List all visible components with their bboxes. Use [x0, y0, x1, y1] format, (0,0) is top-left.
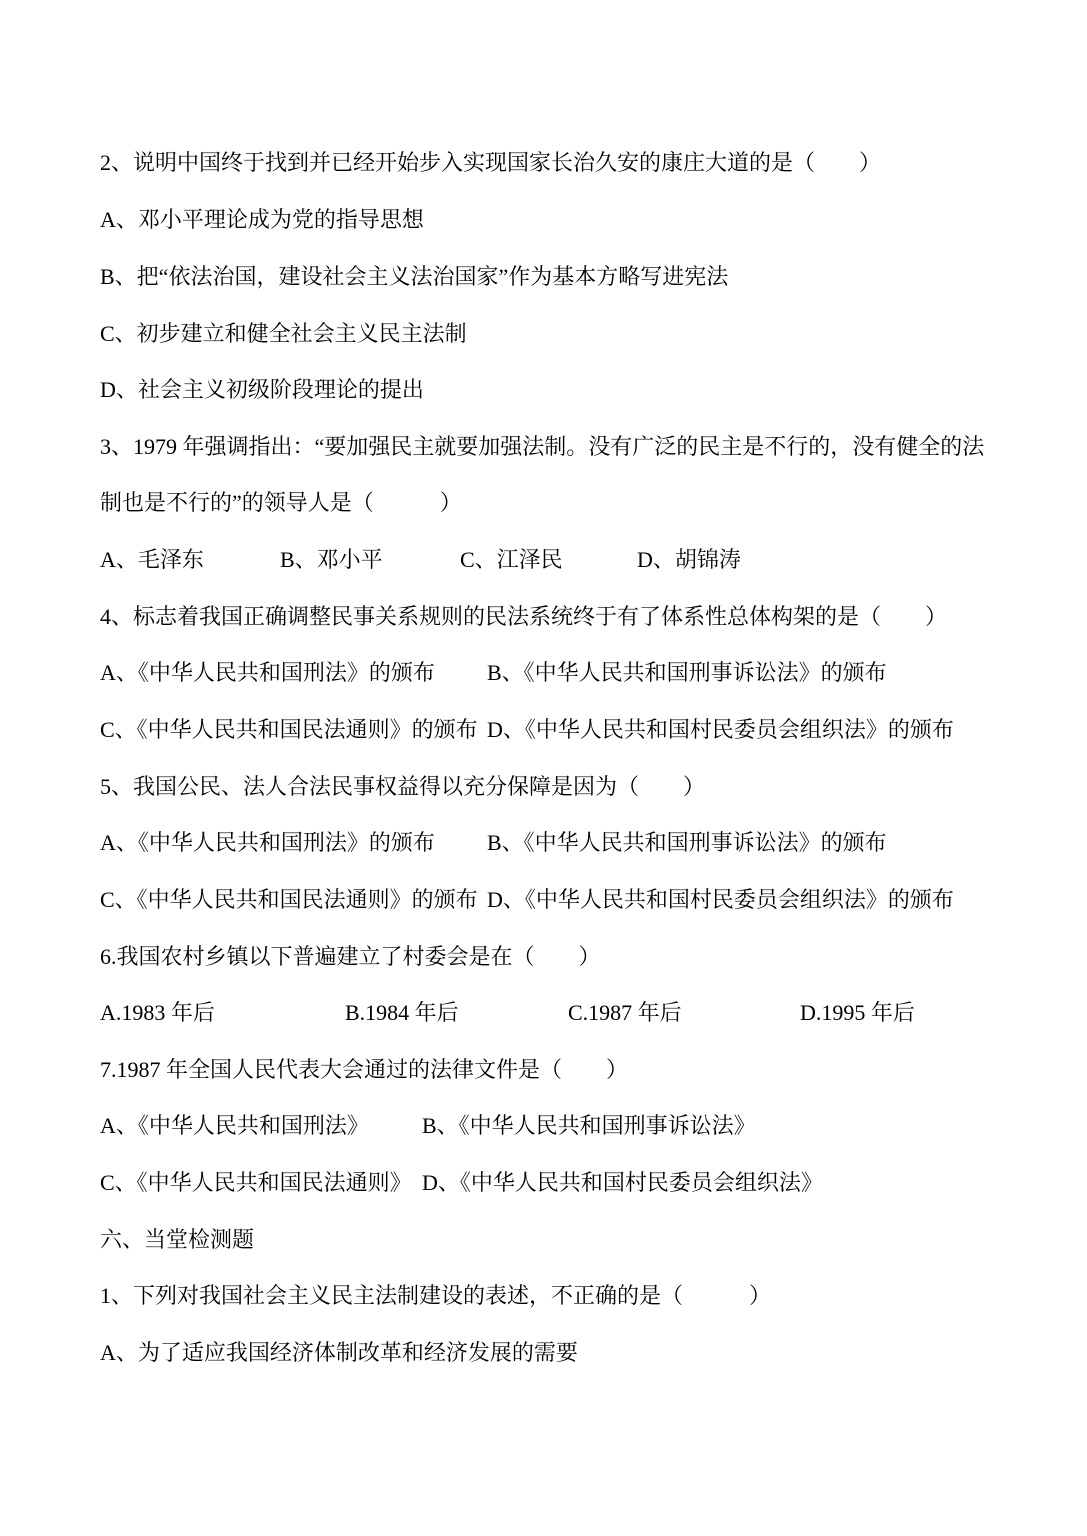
question-7-option-b: B、《中华人民共和国刑事诉讼法》	[422, 1113, 756, 1138]
question-3-option-a: A、毛泽东	[100, 547, 204, 572]
question-7-stem: 7.1987 年全国人民代表大会通过的法律文件是（ ）	[100, 1057, 629, 1082]
question-6-option-d: D.1995 年后	[800, 1000, 915, 1025]
question-7-option-a: A、《中华人民共和国刑法》	[100, 1113, 369, 1138]
question-6-option-c: C.1987 年后	[568, 1000, 682, 1025]
question-5-stem: 5、我国公民、法人合法民事权益得以充分保障是因为（ ）	[100, 774, 706, 799]
question-5-option-c: C、《中华人民共和国民法通则》的颁布	[100, 887, 478, 912]
question-6-option-a: A.1983 年后	[100, 1000, 215, 1025]
question-5-option-b: B、《中华人民共和国刑事诉讼法》的颁布	[487, 830, 887, 855]
question-4-stem: 4、标志着我国正确调整民事关系规则的民法系统终于有了体系性总体构架的是（ ）	[100, 604, 948, 629]
question-4-option-c: C、《中华人民共和国民法通则》的颁布	[100, 717, 478, 742]
question-4-option-a: A、《中华人民共和国刑法》的颁布	[100, 660, 435, 685]
question-7-option-d: D、《中华人民共和国村民委员会组织法》	[422, 1170, 823, 1195]
section-6-question-1-option-a: A、为了适应我国经济体制改革和经济发展的需要	[100, 1340, 578, 1365]
question-3-stem-line-1: 3、1979 年强调指出：“要加强民主就要加强法制。没有广泛的民主是不行的，没有健全的法	[100, 434, 985, 459]
section-6-heading: 六、当堂检测题	[100, 1227, 255, 1252]
question-2-option-d: D、社会主义初级阶段理论的提出	[100, 377, 424, 402]
question-2-option-c: C、初步建立和健全社会主义民主法制	[100, 321, 467, 346]
question-6-option-b: B.1984 年后	[345, 1000, 459, 1025]
question-2-stem: 2、说明中国终于找到并已经开始步入实现国家长治久安的康庄大道的是（ ）	[100, 150, 882, 175]
question-2-option-b: B、把“依法治国，建设社会主义法治国家”作为基本方略写进宪法	[100, 264, 729, 289]
question-6-stem: 6.我国农村乡镇以下普遍建立了村委会是在（ ）	[100, 944, 601, 969]
question-4-option-d: D、《中华人民共和国村民委员会组织法》的颁布	[487, 717, 954, 742]
question-3-option-d: D、胡锦涛	[637, 547, 741, 572]
question-3-option-c: C、江泽民	[460, 547, 563, 572]
question-5-option-d: D、《中华人民共和国村民委员会组织法》的颁布	[487, 887, 954, 912]
question-5-option-a: A、《中华人民共和国刑法》的颁布	[100, 830, 435, 855]
question-2-option-a: A、邓小平理论成为党的指导思想	[100, 207, 424, 232]
section-6-question-1-stem: 1、下列对我国社会主义民主法制建设的表述，不正确的是（ ）	[100, 1283, 772, 1308]
question-4-option-b: B、《中华人民共和国刑事诉讼法》的颁布	[487, 660, 887, 685]
question-7-option-c: C、《中华人民共和国民法通则》	[100, 1170, 412, 1195]
question-3-stem-line-2: 制也是不行的”的领导人是（ ）	[100, 490, 462, 515]
question-3-option-b: B、邓小平	[280, 547, 383, 572]
